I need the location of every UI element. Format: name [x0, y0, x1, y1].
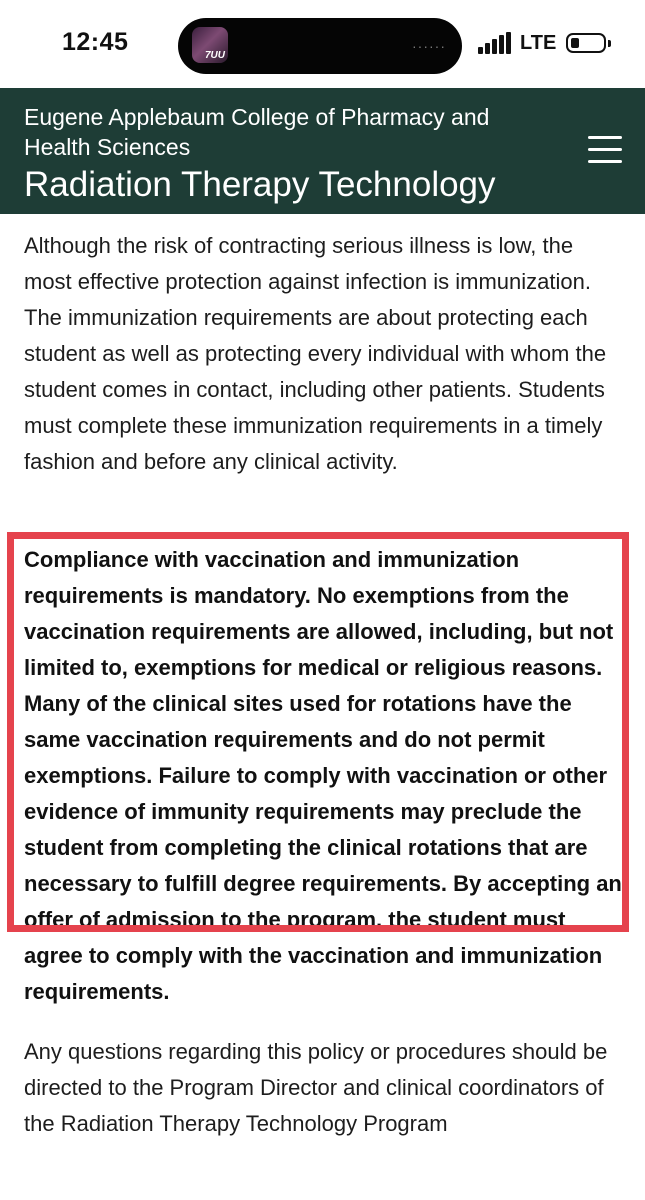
cellular-signal-icon	[478, 32, 512, 54]
status-time: 12:45	[62, 28, 129, 56]
audio-waveform-icon: ······	[412, 38, 446, 54]
site-header	[0, 88, 645, 214]
page-title[interactable]: Radiation Therapy Technology	[24, 165, 496, 204]
college-name[interactable]: Eugene Applebaum College of Pharmacy and Health Sciences	[24, 104, 490, 160]
status-bar	[0, 0, 645, 88]
immunization-intro-paragraph: Although the risk of contracting serious illness is low, the most effective protection against infection is immunization. The immunization requirements are about protecting each student as well as protecting every individual with whom the student comes in contact, including other patients. Students must complete these immunization requirements in a timely fashion and before any clinical activity.	[24, 233, 607, 474]
dynamic-island[interactable]	[178, 18, 462, 74]
network-type: LTE	[520, 32, 557, 54]
artwork-text: 7UU	[204, 50, 225, 61]
compliance-paragraph: Compliance with vaccination and immunization requirements is mandatory. No exemptions from the vaccination requirements are allowed, including, but not limited to, exemptions for medical or religious reasons. Many of the clinical sites used for rotations have the same vaccination requirements and do not permit exemptions. Failure to comply with vaccination or other evidence of immunity requirements may preclude the student from completing the clinical rotations that are necessary to fulfill degree requirements. By accepting an offer of admission to the program, the student must agree to comply with the vaccination and immunization requirements.	[24, 547, 622, 1004]
hamburger-menu-icon[interactable]	[588, 136, 622, 164]
battery-icon	[566, 33, 606, 53]
questions-paragraph: Any questions regarding this policy or procedures should be directed to the Program Director and clinical coordinators of the Radiation Therapy Technology Program	[24, 1039, 608, 1136]
battery-cap	[608, 40, 611, 47]
now-playing-artwork[interactable]	[192, 27, 228, 63]
